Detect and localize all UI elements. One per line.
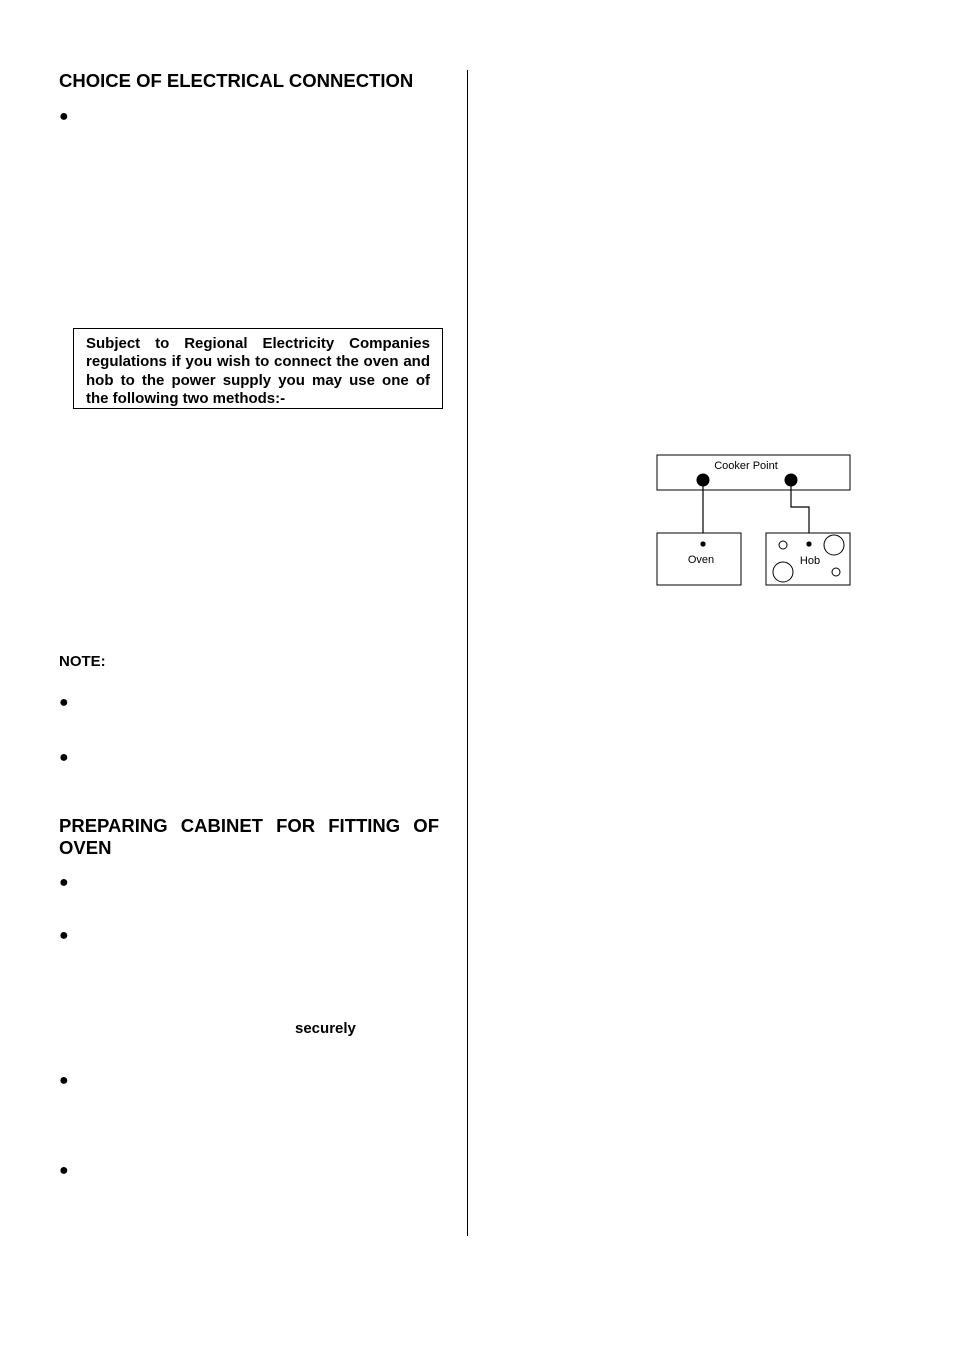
cabinet-bullet-1: ● xyxy=(59,874,69,891)
regulation-notice-box: Subject to Regional Electricity Companies regulations if you wish to connect the oven and hob to the power supply you may use one of the following two methods:- xyxy=(73,328,443,409)
hob-label: Hob xyxy=(799,555,821,567)
note-bullet-2: ● xyxy=(59,749,69,766)
oven-label: Oven xyxy=(687,554,715,566)
cabinet-bullet-4: ● xyxy=(59,1162,69,1179)
wiring-diagram xyxy=(650,450,860,595)
cabinet-bullet-2: ● xyxy=(59,927,69,944)
securely-word: securely xyxy=(295,1020,356,1037)
note-bullet-1: ● xyxy=(59,694,69,711)
cooker-point-label: Cooker Point xyxy=(714,460,778,472)
heading-electrical-connection: CHOICE OF ELECTRICAL CONNECTION xyxy=(59,70,414,91)
bullet-1: ● xyxy=(59,108,69,125)
oven-connection-dot xyxy=(700,541,705,546)
note-label: NOTE: xyxy=(59,653,106,670)
column-divider xyxy=(467,70,468,1236)
hob-connection-dot xyxy=(806,541,811,546)
heading-preparing-cabinet: PREPARING CABINET FOR FITTING OF OVEN xyxy=(59,815,439,858)
cabinet-bullet-3: ● xyxy=(59,1072,69,1089)
